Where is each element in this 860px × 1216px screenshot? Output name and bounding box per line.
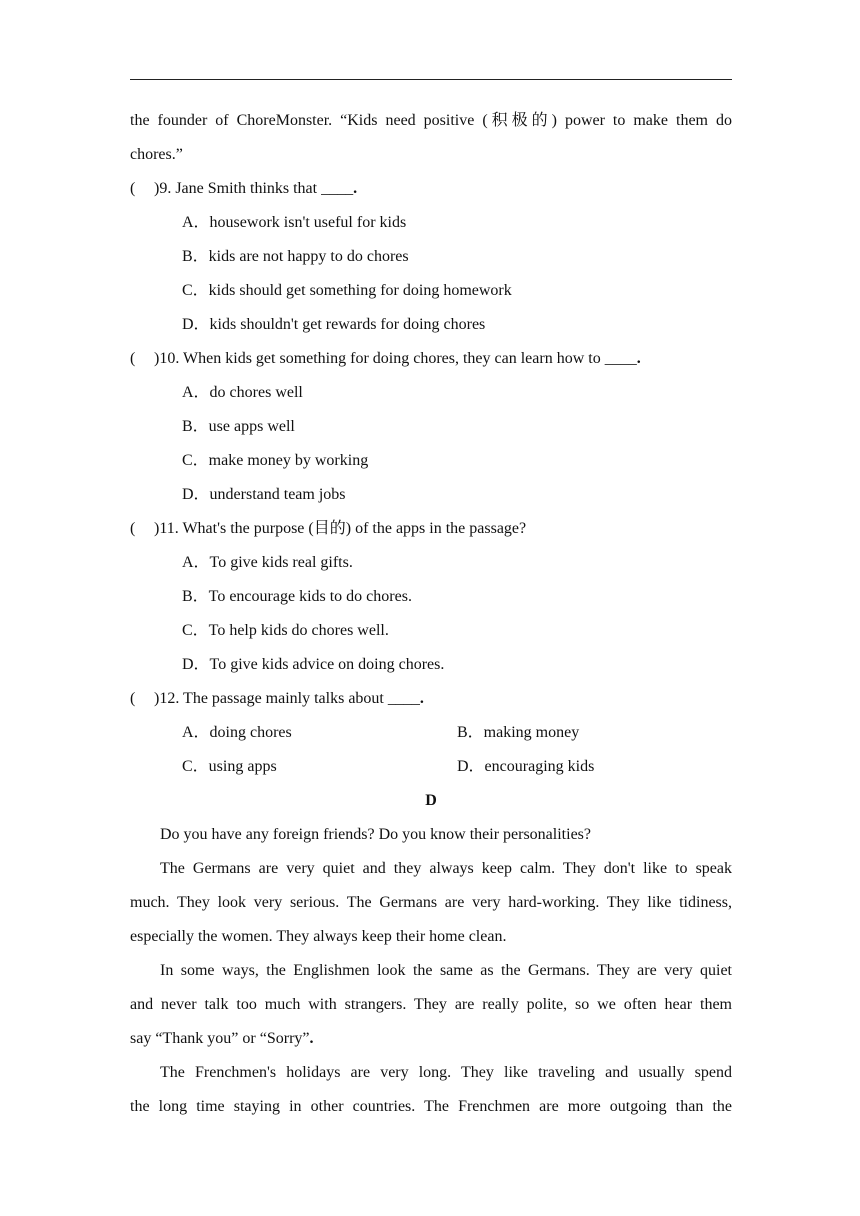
option: B．use apps well (182, 418, 295, 435)
question-stem: )12. The passage mainly talks about ____ (154, 690, 420, 707)
option-row (130, 716, 732, 750)
passage-line: In some ways, the Englishmen look the same as the Germans. They are very quiet (160, 962, 732, 979)
option: D．kids shouldn't get rewards for doing chores (182, 316, 486, 333)
answer-blank: ( (130, 690, 136, 707)
option: B．kids are not happy to do chores (182, 248, 409, 265)
option: A．housework isn't useful for kids (182, 214, 407, 231)
passage-line: The Frenchmen's holidays are very long. They like traveling and usually spend (160, 1064, 732, 1081)
passage-text: say “Thank you” or “Sorry” (130, 1030, 310, 1047)
option: B．making money (457, 724, 580, 741)
passage-line: much. They look very serious. The Germans are very hard-working. They like tidiness, (130, 894, 732, 911)
question-stem: )9. Jane Smith thinks that ____ (154, 180, 354, 197)
question-end: . (636, 350, 641, 367)
option: D．To give kids advice on doing chores. (182, 656, 445, 673)
option: A．do chores well (182, 384, 303, 401)
passage-line: the long time staying in other countries. The Frenchmen are more outgoing than the (130, 1098, 732, 1115)
sentence-end: . (309, 1030, 314, 1047)
passage-continuation-line: chores.” (130, 146, 183, 163)
option: C．make money by working (182, 452, 369, 469)
passage-line: Do you have any foreign friends? Do you know their personalities? (160, 826, 591, 843)
option: C．kids should get something for doing homework (182, 282, 512, 299)
page-content (130, 104, 732, 1124)
option: C．To help kids do chores well. (182, 622, 389, 639)
passage-line (130, 1022, 732, 1056)
header-rule (130, 79, 732, 80)
answer-blank: ( (130, 350, 136, 367)
option: D．understand team jobs (182, 486, 346, 503)
section-heading: D (425, 792, 437, 809)
passage-line: The Germans are very quiet and they always keep calm. They don't like to speak (160, 860, 732, 877)
question-10 (130, 342, 732, 376)
passage-line: especially the women. They always keep their home clean. (130, 928, 507, 945)
answer-blank: ( (130, 520, 136, 537)
option: C．using apps (182, 758, 277, 775)
question-11 (130, 512, 732, 546)
option: A．To give kids real gifts. (182, 554, 353, 571)
option: D．encouraging kids (457, 758, 595, 775)
answer-blank: ( (130, 180, 136, 197)
passage-line: and never talk too much with strangers. They are really polite, so we often hear them (130, 996, 732, 1013)
question-stem: )10. When kids get something for doing chores, they can learn how to ____ (154, 350, 637, 367)
question-12 (130, 682, 732, 716)
question-end: . (419, 690, 424, 707)
question-end: . (353, 180, 358, 197)
question-9 (130, 172, 732, 206)
option: B．To encourage kids to do chores. (182, 588, 412, 605)
option: A．doing chores (182, 724, 292, 741)
passage-continuation-line: the founder of ChoreMonster. “Kids need positive (积极的) power to make them do (130, 112, 732, 129)
question-stem: )11. What's the purpose (目的) of the apps in the passage? (154, 520, 527, 537)
option-row (130, 750, 732, 784)
